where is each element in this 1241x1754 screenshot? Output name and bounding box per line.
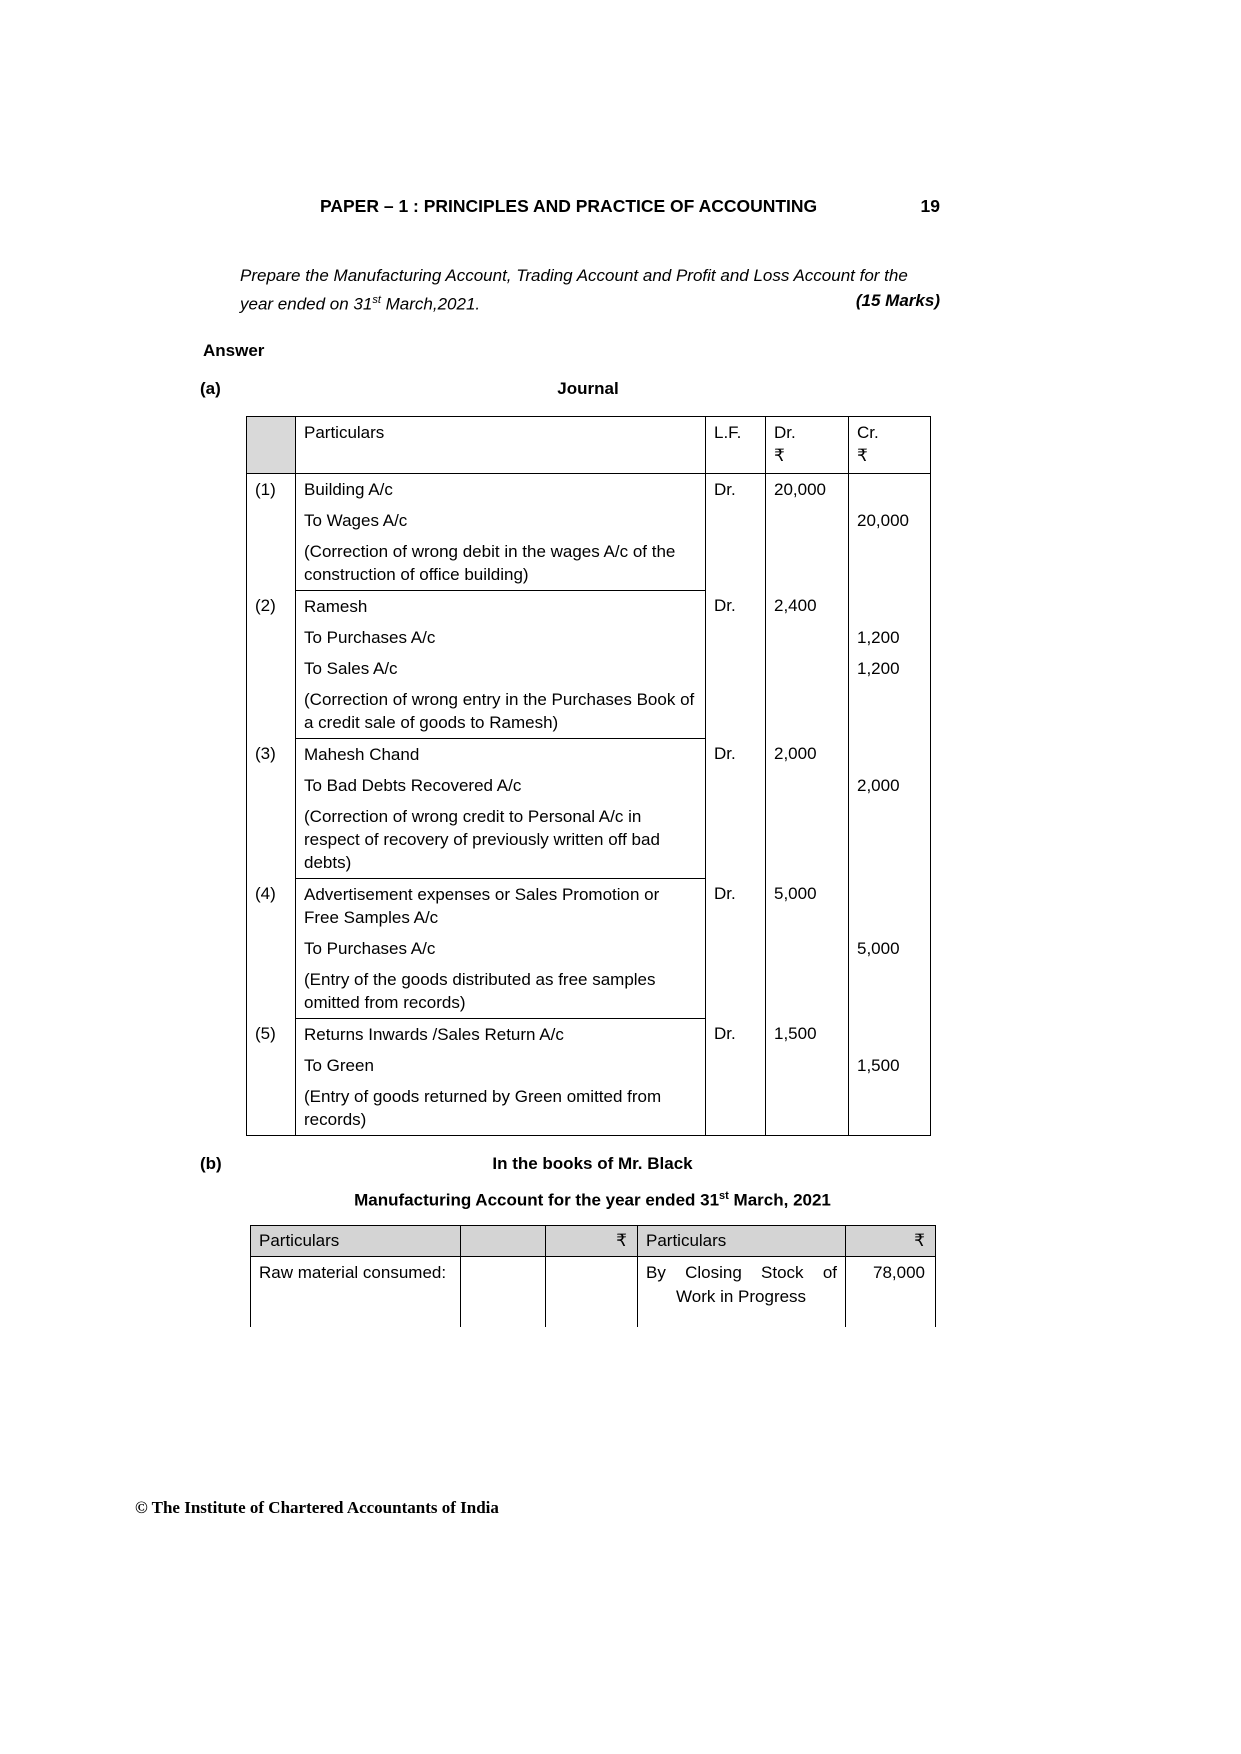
lf-cell: Dr. — [706, 590, 766, 622]
journal-entry-row — [247, 878, 931, 933]
journal-entry-row — [247, 1081, 931, 1136]
mfg-right-line-2: Work in Progress — [676, 1287, 807, 1307]
credit-particulars: To Purchases A/c — [296, 622, 706, 653]
answer-label: Answer — [203, 340, 265, 360]
lf-cell: Dr. — [706, 473, 766, 505]
debit-particulars: Building A/c — [296, 473, 706, 505]
debit-amount: 2,400 — [766, 590, 849, 622]
journal-table — [246, 416, 931, 1136]
mfg-left-subamount — [461, 1257, 546, 1328]
credit-amount: 1,200 — [849, 622, 931, 653]
mfg-left-amount — [546, 1257, 638, 1328]
question-block — [240, 263, 940, 317]
question-date-pre: year ended on 31 — [240, 294, 373, 314]
paper-title: PAPER – 1 : PRINCIPLES AND PRACTICE OF ACCOUNTING — [320, 196, 818, 216]
journal-header-dr — [766, 416, 849, 473]
credit-amount — [849, 536, 931, 591]
journal-narration: (Correction of wrong entry in the Purchases Book of a credit sale of goods to Ramesh) — [296, 684, 706, 739]
debit-amount — [766, 1081, 849, 1136]
debit-particulars: Ramesh — [296, 590, 706, 622]
journal-entry-row — [247, 770, 931, 801]
question-line-2-text — [240, 288, 480, 317]
journal-entry-row — [247, 590, 931, 622]
mfg-header-blank — [461, 1226, 546, 1257]
credit-amount — [849, 878, 931, 933]
journal-title: Journal — [557, 378, 619, 398]
credit-amount: 20,000 — [849, 505, 931, 536]
rupee-symbol: ₹ — [857, 445, 868, 465]
date-superscript: st — [372, 294, 381, 306]
journal-narration: (Correction of wrong credit to Personal A/c in respect of recovery of previously written off bad debts) — [296, 801, 706, 879]
journal-narration: (Entry of goods returned by Green omitted from records) — [296, 1081, 706, 1136]
entry-number: (2) — [247, 590, 296, 738]
journal-header-empty-cell — [247, 416, 296, 473]
debit-amount: 20,000 — [766, 473, 849, 505]
marks-label: (15 Marks) — [855, 291, 940, 310]
journal-entry-row — [247, 964, 931, 1019]
manufacturing-account-title — [250, 1190, 935, 1211]
journal-entry-row — [247, 505, 931, 536]
question-line-2 — [240, 288, 940, 317]
question-line-1: Prepare the Manufacturing Account, Trading Account and Profit and Loss Account for the — [240, 266, 908, 285]
credit-amount: 1,500 — [849, 1050, 931, 1081]
credit-amount: 2,000 — [849, 770, 931, 801]
credit-amount — [849, 738, 931, 770]
journal-narration: (Correction of wrong debit in the wages A/c of the construction of office building) — [296, 536, 706, 591]
lf-cell — [706, 505, 766, 536]
credit-particulars: To Green — [296, 1050, 706, 1081]
question-date-post: March,2021. — [380, 294, 481, 314]
mfg-header-particulars-right: Particulars — [638, 1226, 846, 1257]
lf-cell — [706, 653, 766, 684]
mfg-left-particulars: Raw material consumed: — [251, 1257, 461, 1328]
credit-particulars: To Sales A/c — [296, 653, 706, 684]
books-title: In the books of Mr. Black — [492, 1153, 693, 1173]
lf-cell — [706, 933, 766, 964]
mfg-right-amount: 78,000 — [846, 1257, 936, 1328]
part-a-label: (a) — [200, 378, 221, 398]
part-a-heading — [0, 379, 1241, 401]
debit-particulars: Mahesh Chand — [296, 738, 706, 770]
journal-narration: (Entry of the goods distributed as free samples omitted from records) — [296, 964, 706, 1019]
mfg-right-line-1: By Closing Stock of — [646, 1263, 837, 1283]
entry-number: (4) — [247, 878, 296, 1018]
credit-amount — [849, 964, 931, 1019]
debit-amount — [766, 505, 849, 536]
journal-entry-row — [247, 933, 931, 964]
entry-number: (5) — [247, 1018, 296, 1135]
mfg-header-particulars-left: Particulars — [251, 1226, 461, 1257]
credit-particulars: To Bad Debts Recovered A/c — [296, 770, 706, 801]
debit-particulars: Returns Inwards /Sales Return A/c — [296, 1018, 706, 1050]
journal-header-particulars: Particulars — [296, 416, 706, 473]
journal-entry-row — [247, 622, 931, 653]
mfg-header-row — [251, 1226, 936, 1257]
part-b-label: (b) — [200, 1153, 222, 1173]
journal-entry-row — [247, 653, 931, 684]
debit-amount — [766, 1050, 849, 1081]
lf-cell: Dr. — [706, 878, 766, 933]
journal-header-cr — [849, 416, 931, 473]
rupee-symbol: ₹ — [774, 445, 785, 465]
journal-header-lf: L.F. — [706, 416, 766, 473]
debit-amount: 1,500 — [766, 1018, 849, 1050]
debit-amount: 5,000 — [766, 878, 849, 933]
journal-header-row — [247, 416, 931, 473]
journal-entry-row — [247, 684, 931, 739]
credit-amount — [849, 1018, 931, 1050]
page-number: 19 — [920, 196, 940, 216]
lf-cell — [706, 622, 766, 653]
lf-cell: Dr. — [706, 738, 766, 770]
lf-cell — [706, 1081, 766, 1136]
lf-cell — [706, 536, 766, 591]
credit-amount: 1,200 — [849, 653, 931, 684]
lf-cell — [706, 1050, 766, 1081]
debit-amount — [766, 770, 849, 801]
credit-amount — [849, 1081, 931, 1136]
journal-entry-row — [247, 1050, 931, 1081]
credit-amount: 5,000 — [849, 933, 931, 964]
mfg-right-particulars — [638, 1257, 846, 1328]
lf-cell — [706, 801, 766, 879]
lf-cell — [706, 684, 766, 739]
journal-entry-row — [247, 801, 931, 879]
mfg-header-rupee-left: ₹ — [546, 1226, 638, 1257]
mfg-row — [251, 1257, 936, 1328]
credit-amount — [849, 473, 931, 505]
debit-amount — [766, 933, 849, 964]
debit-amount — [766, 653, 849, 684]
debit-amount — [766, 684, 849, 739]
dr-label: Dr. — [774, 422, 796, 442]
credit-amount — [849, 590, 931, 622]
debit-amount — [766, 622, 849, 653]
credit-amount — [849, 684, 931, 739]
journal-entry-row — [247, 738, 931, 770]
credit-particulars: To Purchases A/c — [296, 933, 706, 964]
lf-cell: Dr. — [706, 1018, 766, 1050]
mfg-header-rupee-right: ₹ — [846, 1226, 936, 1257]
debit-amount — [766, 536, 849, 591]
part-b-heading — [0, 1154, 1241, 1176]
debit-amount — [766, 801, 849, 879]
copyright-footer: © The Institute of Chartered Accountants of India — [135, 1498, 499, 1517]
date-superscript: st — [719, 1189, 729, 1202]
debit-amount: 2,000 — [766, 738, 849, 770]
cr-label: Cr. — [857, 422, 879, 442]
entry-number: (1) — [247, 473, 296, 590]
credit-amount — [849, 801, 931, 879]
journal-entry-row — [247, 473, 931, 505]
lf-cell — [706, 770, 766, 801]
lf-cell — [706, 964, 766, 1019]
credit-particulars: To Wages A/c — [296, 505, 706, 536]
account-title-pre: Manufacturing Account for the year ended 31 — [354, 1190, 720, 1210]
account-title-post: March, 2021 — [728, 1190, 831, 1210]
debit-amount — [766, 964, 849, 1019]
manufacturing-table — [250, 1225, 936, 1327]
journal-entry-row — [247, 1018, 931, 1050]
debit-particulars: Advertisement expenses or Sales Promotion or Free Samples A/c — [296, 878, 706, 933]
journal-entry-row — [247, 536, 931, 591]
page-header — [320, 0, 940, 217]
entry-number: (3) — [247, 738, 296, 878]
